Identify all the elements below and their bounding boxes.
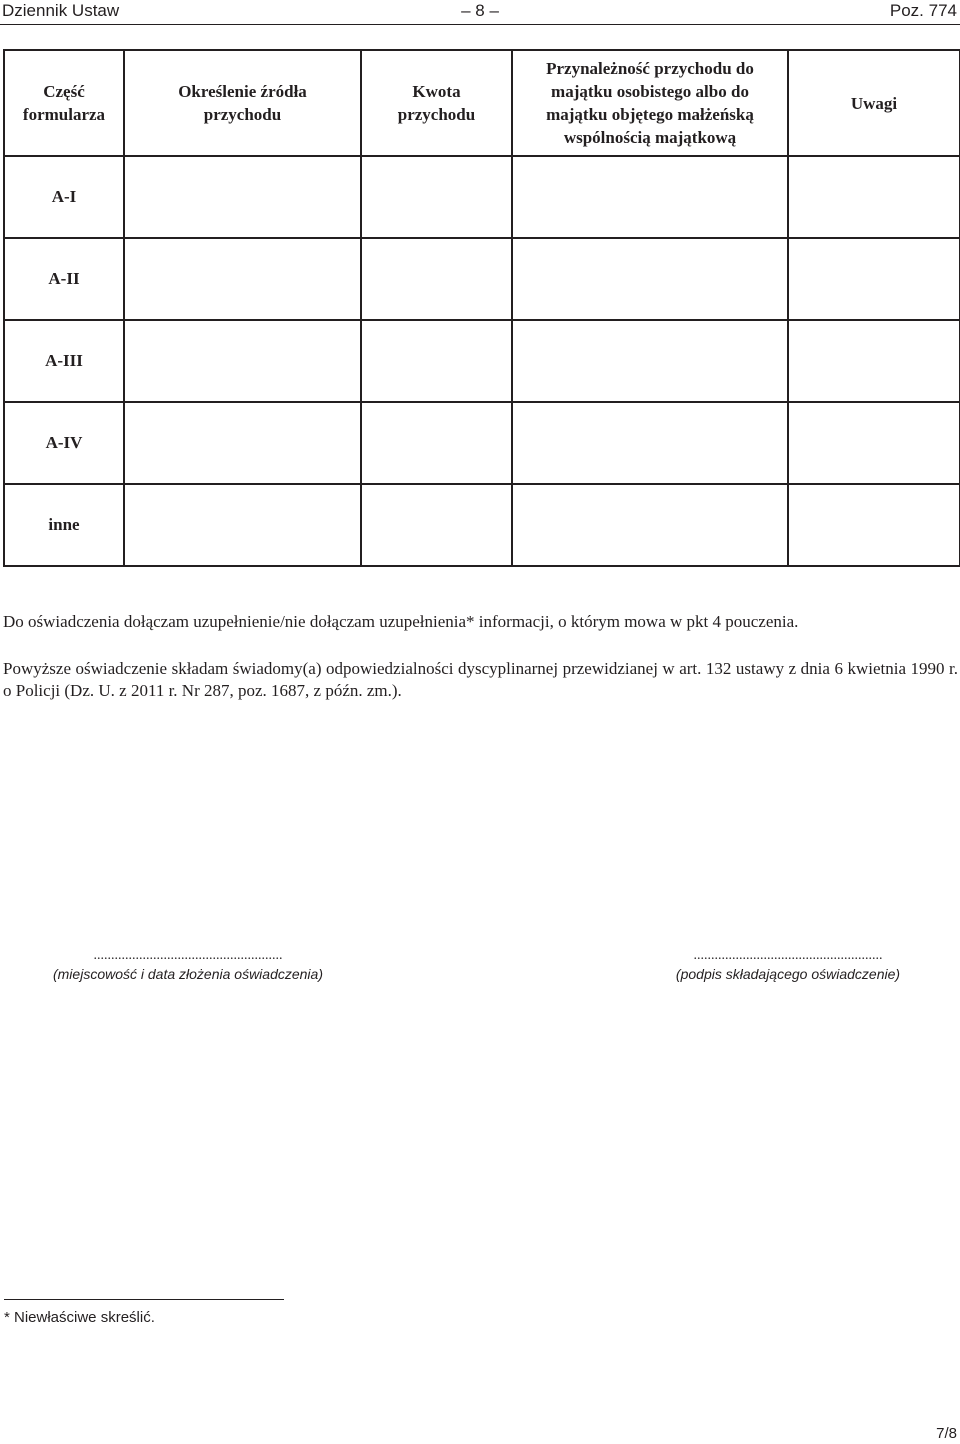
declarant-signature-block — [628, 947, 948, 983]
row-label-a2: A-II — [4, 238, 124, 320]
cell-ownership[interactable] — [512, 402, 788, 484]
table-row — [4, 402, 960, 484]
column-header-remarks: Uwagi — [788, 50, 960, 156]
cell-ownership[interactable] — [512, 238, 788, 320]
place-date-signature-block — [28, 947, 348, 983]
page-number: 7/8 — [936, 1425, 957, 1442]
footnote-rule — [4, 1299, 284, 1300]
cell-source[interactable] — [124, 484, 361, 566]
signature-caption: (podpis składającego oświadczenie) — [675, 966, 901, 982]
cell-ownership[interactable] — [512, 484, 788, 566]
table-row — [4, 320, 960, 402]
cell-source[interactable] — [124, 156, 361, 238]
column-header-amount: Kwota przychodu — [361, 50, 512, 156]
page-marker: – 8 – — [461, 1, 499, 20]
cell-remarks[interactable] — [788, 238, 960, 320]
table-row — [4, 156, 960, 238]
cell-amount[interactable] — [361, 238, 512, 320]
cell-remarks[interactable] — [788, 320, 960, 402]
column-header-part: Część formularza — [4, 50, 124, 156]
cell-source[interactable] — [124, 402, 361, 484]
place-date-caption: (miejscowość i data złożenia oświadczenia) — [52, 966, 323, 982]
journal-title: Dziennik Ustaw — [2, 1, 120, 20]
cell-remarks[interactable] — [788, 484, 960, 566]
header-rule — [0, 24, 960, 25]
supplement-statement: Do oświadczenia dołączam uzupełnienie/nie dołączam uzupełnienia* informacji, o którym mowa w pkt 4 pouczenia. — [3, 612, 799, 631]
row-label-a1: A-I — [4, 156, 124, 238]
table-row — [4, 484, 960, 566]
cell-amount[interactable] — [361, 156, 512, 238]
row-label-a4: A-IV — [4, 402, 124, 484]
column-header-source: Określenie źródła przychodu — [124, 50, 361, 156]
column-header-ownership: Przynależność przychodu do majątku osobistego albo do majątku objętego małżeńską wspólnością majątkową — [512, 50, 788, 156]
footnote: * Niewłaściwe skreślić. — [4, 1309, 155, 1326]
cell-remarks[interactable] — [788, 402, 960, 484]
signature-line[interactable]: ...................................................... — [693, 948, 883, 963]
row-label-other: inne — [4, 484, 124, 566]
row-label-a3: A-III — [4, 320, 124, 402]
table-header-row — [4, 50, 960, 156]
cell-remarks[interactable] — [788, 156, 960, 238]
cell-amount[interactable] — [361, 484, 512, 566]
cell-amount[interactable] — [361, 320, 512, 402]
table-row — [4, 238, 960, 320]
income-table — [3, 49, 960, 567]
liability-statement: Powyższe oświadczenie składam świadomy(a) odpowiedzialności dyscyplinarnej przewidzianej w art. 132 ustawy z dnia 6 kwietnia 1990 r. o Policji (Dz. U. z 2011 r. Nr 287, poz. 1687, z późn. zm.). — [3, 659, 958, 700]
position-number: Poz. 774 — [889, 1, 957, 20]
cell-amount[interactable] — [361, 402, 512, 484]
cell-source[interactable] — [124, 238, 361, 320]
cell-source[interactable] — [124, 320, 361, 402]
place-date-line[interactable]: ...................................................... — [93, 948, 283, 963]
cell-ownership[interactable] — [512, 320, 788, 402]
cell-ownership[interactable] — [512, 156, 788, 238]
